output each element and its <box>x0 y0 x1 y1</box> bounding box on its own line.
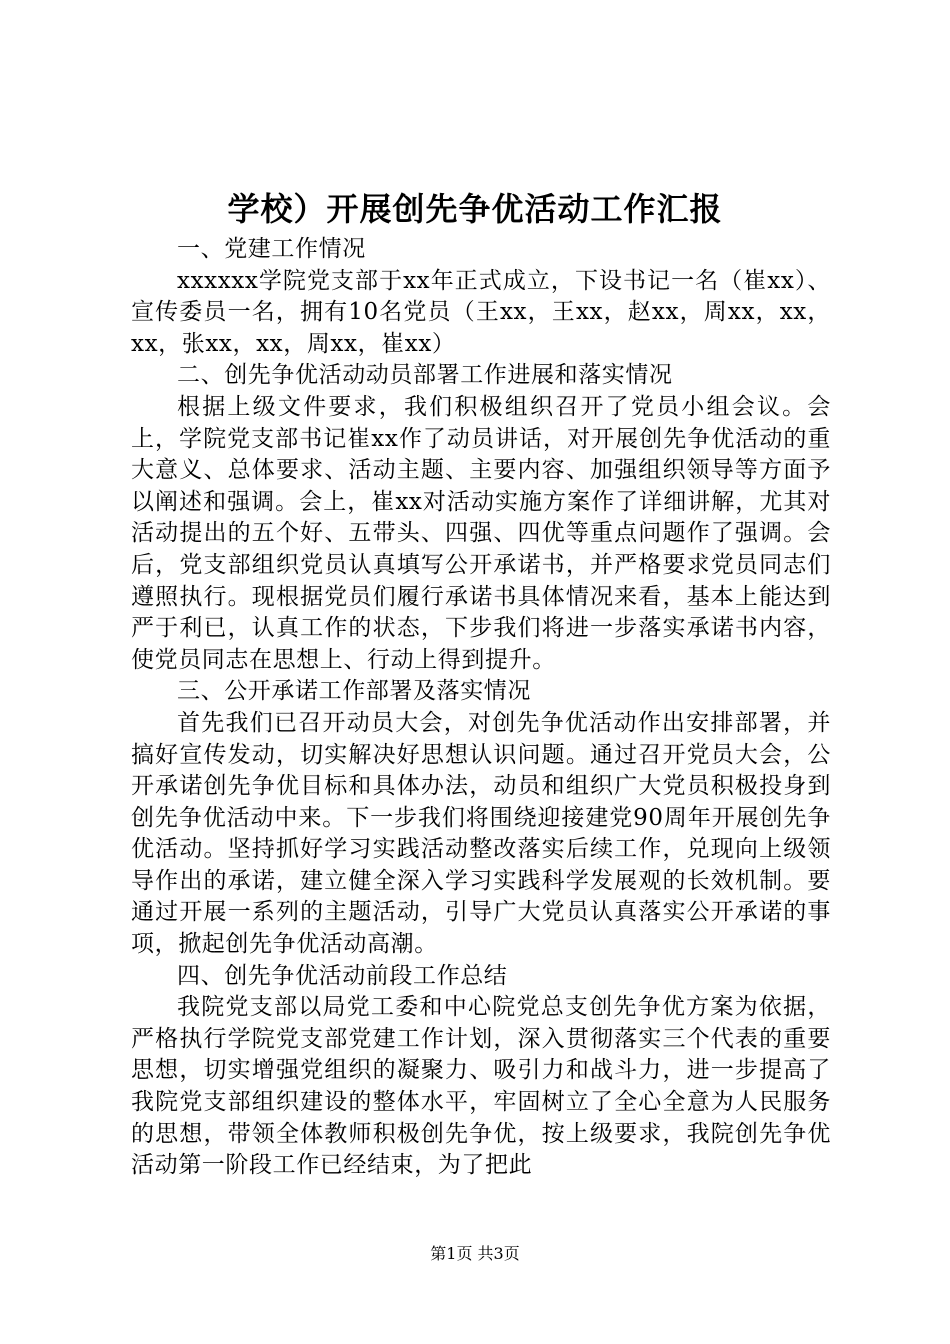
paragraph-3: 首先我们已召开动员大会，对创先争优活动作出安排部署，并搞好宣传发动，切实解决好思想认识问题。通过召开党员大会，公开承诺创先争优目标和具体办法，动员和组织广大党员积极投身到创先争优活动中来。下一步我们将围绕迎接建党90周年开展创先争优活动。坚持抓好学习实践活动整改落实后续工作，兑现向上级领导作出的承诺，建立健全深入学习实践科学发展观的长效机制。要通过开展一系列的主题活动，引导广大党员认真落实公开承诺的事项，掀起创先争优活动高潮。 <box>131 709 831 958</box>
page-footer: 第1页 共3页 <box>430 1244 520 1263</box>
paragraph-4: 我院党支部以局党工委和中心院党总支创先争优方案为依据，严格执行学院党支部党建工作计划，深入贯彻落实三个代表的重要思想，切实增强党组织的凝聚力、吸引力和战斗力，进一步提高了我院党支部组织建设的整体水平，牢固树立了全心全意为人民服务的思想，带领全体教师积极创先争优，按上级要求，我院创先争优活动第一阶段工作已经结束，为了把此 <box>131 994 831 1179</box>
paragraph-1: xxxxxx学院党支部于xx年正式成立，下设书记一名（崔xx）、宣传委员一名，拥有10名党员（王xx，王xx，赵xx，周xx，xx，xx，张xx，xx，周xx，崔xx） <box>131 267 831 357</box>
section-heading-4: 四、创先争优活动前段工作总结 <box>177 962 508 989</box>
paragraph-2: 根据上级文件要求，我们积极组织召开了党员小组会议。会上，学院党支部书记崔xx作了动员讲话，对开展创先争优活动的重大意义、总体要求、活动主题、主要内容、加强组织领导等方面予以阐述和强调。会上，崔xx对活动实施方案作了详细讲解，尤其对活动提出的五个好、五带头、四强、四优等重点问题作了强调。会后，党支部组织党员认真填写公开承诺书，并严格要求党员同志们遵照执行。现根据党员们履行承诺书具体情况来看，基本上能达到严于利已，认真工作的状态，下步我们将进一步落实承诺书内容，使党员同志在思想上、行动上得到提升。 <box>131 393 831 673</box>
section-heading-3: 三、公开承诺工作部署及落实情况 <box>177 678 531 705</box>
document-body <box>131 234 831 1182</box>
section-heading-2: 二、创先争优活动动员部署工作进展和落实情况 <box>177 362 673 389</box>
section-heading-1: 一、党建工作情况 <box>177 236 366 262</box>
document-title: 学校）开展创先争优活动工作汇报 <box>227 190 723 228</box>
